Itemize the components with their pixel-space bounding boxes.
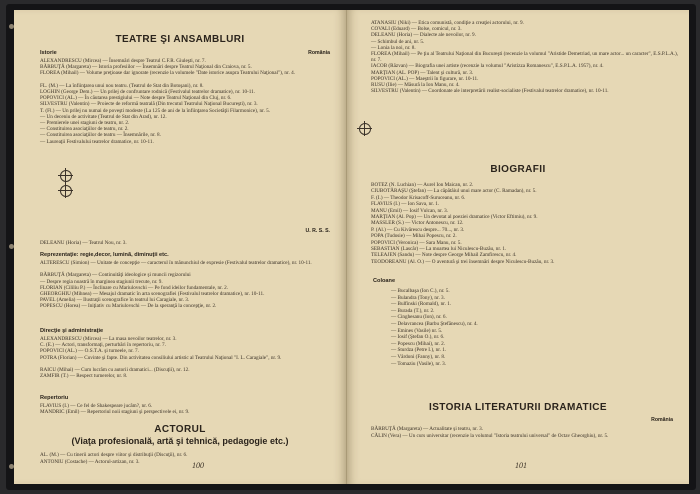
index-entry: POTRA (Florian) — Cuvinte şi fapte. Din activitatea consiliului artistic al Teatrului Naţional "I. L. Caragiale", nr. 9. bbox=[40, 354, 282, 361]
index-entry: — Popescu (Mihai), nr. 2. bbox=[391, 340, 446, 347]
subsection-label-reprezentatie: Reprezentaţie: regie,decor, lumină, diminuţii etc. bbox=[40, 252, 169, 258]
index-entry: FLAVIUS (I.) — Ion Sava, nr. 1. bbox=[371, 201, 440, 208]
index-entry: BĂRBUŢĂ (Margareta) — Istoria profesiilor — Însemnări despre Teatrul Naţional din Craiova, nr. 5. bbox=[40, 64, 252, 71]
index-entry: P. (Al.) — Cu Kivărescu despre... 70..., nr. 3. bbox=[371, 226, 465, 233]
binding-hole bbox=[9, 244, 14, 249]
index-entry: TELEAJEN (Sandu) — Note despre George Mihail Zamfirescu, nr. 4. bbox=[371, 252, 517, 259]
index-entry: FLAVIUS (I.) — Ce fel de Shakespeare jucăm?, nr. 6. bbox=[40, 403, 153, 409]
page-number-right: 101 bbox=[515, 461, 527, 470]
index-entry: AL. (M.) — Cu tinerii actori despre viitor şi distribuţii (Discuţii), nr. 6. bbox=[40, 452, 188, 458]
index-entry: COVALI (Eduard) — Bolse, comicul, nr. 3. bbox=[371, 26, 462, 33]
index-entry: MANDRIC (Emil) — Repertoriul noii stagiuni şi perspectivele ei, nr. 9. bbox=[40, 409, 190, 416]
index-entry: PAVEL (Amelia) — Ilustraţii scenografice în teatrul lui Caragiale, nr. 3. bbox=[40, 297, 190, 304]
index-entry: BOTEZ (N. Luchian) — Aurel Ion Maican, nr. 2. bbox=[371, 182, 474, 188]
margin-cross-icon bbox=[60, 170, 72, 182]
index-entry: — Despre regia noastră în marginea stagiunii trecute, nr. 9. bbox=[40, 278, 163, 285]
index-entry: FLORIAN (Cililiu P.) — Înclinare cu Mariulovschi — Pe fond ideilor fundamentale, nr. 2. bbox=[40, 284, 229, 291]
section-subheading-actorul: (Viaţa profesională, artă şi tehnică, pedagogie etc.) bbox=[71, 436, 289, 446]
index-entry: — Un deceniu de activitate (Teatrul de Stat din Arad), nr. 12. bbox=[40, 113, 167, 120]
index-entry: — Sturdza (Petre I.), nr. 1. bbox=[391, 347, 447, 354]
index-entry: POPOVICI (AL.) — În căutarea prestigiului — Note despre Teatrul Naţional din Cluj, nr. 6. bbox=[40, 95, 232, 102]
index-entry: MASSLER (S.) — Victor Antonescu, nr. 12. bbox=[371, 220, 464, 227]
index-entry: LOGHIN (George Dem.) — Un prilej de confruntare rodnică (Festivalul teatrelor dramatice), nr. 10-11. bbox=[40, 89, 256, 95]
country-label-romania: România bbox=[308, 50, 330, 56]
index-entry: — Cinghesanu (Ion), nr. 6. bbox=[391, 314, 447, 321]
index-entry: GHEORGHIU (Mihnea) — Mesajul dramatic în arta scenografiei (Festivalul teatrelor dramatice), nr. 10-11. bbox=[40, 291, 265, 297]
index-entry: FLOREA (Mihail) — Volume preţioase dar ignorate (recenzie la volumele "Date istorice asupra Teatrului Naţional"), nr. 4. bbox=[40, 70, 295, 77]
margin-cross-icon bbox=[60, 185, 72, 197]
binding-hole bbox=[9, 464, 14, 469]
margin-cross-icon bbox=[359, 123, 371, 135]
index-entry: BĂRBUŢĂ (Margareta) — Actualitate şi teatru, nr. 3. bbox=[371, 426, 483, 432]
index-entry: — Constituirea asociaţiilor de teatru, nr. 2. bbox=[40, 126, 129, 133]
index-entry: ALEXANDRESCU (Mircea) — La masa nevoilor teatrelor, nr. 3. bbox=[40, 336, 177, 342]
index-entry: — Tomaziu (Vasile), nr. 3. bbox=[391, 360, 447, 367]
index-entry: MANU (Emil) — Iosif Vulcan, nr. 3. bbox=[371, 207, 448, 214]
index-entry: — Constituirea asociaţiilor de teatru — Însemnările, nr. 8. bbox=[40, 132, 161, 139]
section-heading-teatre: TEATRE ŞI ANSAMBLURI bbox=[115, 34, 245, 45]
binding-hole bbox=[9, 24, 14, 29]
subsection-label-repertoriu: Repertoriu bbox=[40, 395, 69, 401]
index-entry: — Delavrancea (Barbu Ştefănescu), nr. 4. bbox=[391, 321, 478, 327]
left-page bbox=[14, 10, 347, 484]
right-page bbox=[347, 10, 689, 484]
index-entry: ZAMFIR (T.) — Respect turnerelor, nr. 8. bbox=[40, 373, 128, 380]
subsection-label-coloane: Coloane bbox=[373, 278, 396, 284]
section-heading-istoria: ISTORIA LITERATURII DRAMATICE bbox=[429, 402, 607, 413]
index-entry: RAICU (Mihai) — Cum lucrăm cu autorii dramatici... (Discuţii), nr. 12. bbox=[40, 367, 190, 373]
index-entry: C. (E.) — Actori, transformaţi, perturbări în repertoriu, nr. 7. bbox=[40, 342, 166, 349]
index-entry: T. (Fl.) — Un prilej nu numai de poveşti modeste (La 125 de ani de la înfiinţarea Societăţii Filarmonice), nr. 5. bbox=[40, 107, 270, 114]
book-spread bbox=[6, 4, 696, 490]
index-entry: IACOB (Răzvan) — Biografia unei artiste (recenzie la volumul "Aristizza Romanescu", E.S.P.L.A. 1957), nr. 4. bbox=[371, 63, 604, 70]
index-entry: POPOVICI (Veronica) — Sara Manu, nr. 5. bbox=[371, 239, 462, 246]
index-entry: POPA (Tudosie) — Mihai Popescu, nr. 2. bbox=[371, 233, 457, 240]
section-heading-biografii: BIOGRAFII bbox=[490, 164, 546, 175]
index-entry: MARŢIAN (Al. Pop) — Un devotat al poeziei dramatice (Victor Eftimiu), nr. 9. bbox=[371, 214, 538, 220]
index-entry: DELEANU (Horia) — Teatrul Nou, nr. 3. bbox=[40, 240, 127, 246]
index-entry: — Burada (T.), nr. 2. bbox=[391, 307, 435, 314]
index-entry: ALTERESCU (Simion) — Unitate de concepţie — caracterul în mănunchiul de expresie (Festivalul teatrelor dramatice), nr. 10-11. bbox=[40, 260, 312, 266]
index-entry: — Lonia la noi, nr. 8. bbox=[371, 44, 416, 51]
index-entry: — Premierele unei stagiuni de teatru, nr. 2. bbox=[40, 120, 130, 126]
index-entry: — Schimbul de ani, nr. 5. bbox=[371, 38, 425, 45]
subsection-label-directie: Direcţie şi administraţie bbox=[40, 328, 104, 334]
subsection-label-istorie: Istorie bbox=[40, 50, 57, 56]
page-number-left: 100 bbox=[192, 461, 204, 470]
index-entry: TEODOREANU (Al. O.) — O aventură şi trei însemnări despre Niculescu-Buzău, nr. 3. bbox=[371, 258, 555, 265]
country-label-urss: U. R. S. S. bbox=[305, 228, 330, 234]
section-heading-actorul: ACTORUL bbox=[154, 424, 206, 435]
index-entry: FLOREA (Mihail) — Pe ţiu al Teatrului Naţional din Bucureşti (recenzie la volumul "Aristide Demetriad, un mare actor... un caracter", E.S.P.L.A.), nr. 7. bbox=[371, 51, 679, 64]
index-entry: SILVESTRU (Valentin) — Proiecte de reformă teatrală (Din trecutul Teatrului Naţional Bucureşti), nr. 3. bbox=[40, 101, 258, 108]
index-entry: — Bucalbaşa (Ion C.), nr. 5. bbox=[391, 288, 450, 294]
index-entry: SEBASTIAN (Lascăr) — La moartea lui Niculescu-Buzău, nr. 1. bbox=[371, 246, 507, 252]
index-entry: — Emines (Vasile) nr. 5. bbox=[391, 327, 443, 334]
index-entry: MARŢIAN (AL. POP) — Talent şi cultură, nr. 3. bbox=[371, 69, 474, 76]
index-entry: ATANASIU (Niki) — Etica comunistă, condiţie a creaţiei actorului, nr. 9. bbox=[371, 20, 524, 26]
index-entry: SILVESTRU (Valentin) — Coordonate ale interpretării realist-socialiste (Festivalul teatrelor dramatice), nr. 10-11. bbox=[371, 88, 609, 95]
country-label-romania-2: România bbox=[651, 417, 673, 423]
index-entry: — Vârdoni (Fanny), nr. 8. bbox=[391, 354, 446, 360]
index-entry: — Laureaţii Festivalului teatrelor dramatice, nr. 10-11. bbox=[40, 138, 154, 145]
index-entry: — Iosif (Ştefan O.), nr. 6. bbox=[391, 334, 445, 341]
index-entry: CĂLIN (Vera) — Un curs universitar (recenzie la volumul "Istoria teatrului universal" de Octav Gheorghiu), nr. 5. bbox=[371, 432, 609, 439]
index-entry: — Bulfinski (Romald), nr. 1. bbox=[391, 301, 452, 308]
index-entry: F. (I.) — Theodor Krisacoff-Suruceanu, nr. 6. bbox=[371, 194, 466, 201]
index-entry: POPOVICI (AL.) — Maeştrii în figurare, nr. 10-11. bbox=[371, 75, 479, 82]
index-entry: ANTONIU (Costache) — Actorul-artizan, nr. 3. bbox=[40, 458, 140, 465]
index-entry: BĂRBUŢĂ (Margareta) — Continuităţi ideologice şi muncii regizorului bbox=[40, 272, 191, 279]
index-entry: RUSU (Ilie) — Măsură la Ion Manu, nr. 4. bbox=[371, 82, 460, 88]
index-entry: ALEXANDRESCU (Mircea) — Însemnări despre Teatrul C.F.R. Giuleşti, nr. 7. bbox=[40, 58, 206, 64]
index-entry: POPOVICI (AL.) — O.S.T.A. şi turneele, nr. 7. bbox=[40, 348, 139, 355]
index-entry: CIUBOTĂRAŞU (Ştefan) — La căpătâiul unui mare actor (C. Ramadan), nr. 5. bbox=[371, 188, 537, 195]
index-entry: DELEANU (Horia) — Dialecte ale nevoilor, nr. 9. bbox=[371, 32, 476, 39]
index-entry: — Bulandra (Tony), nr. 3. bbox=[391, 294, 445, 301]
index-entry: POPESCU (Horea) — Iniţiativ cu Mariulovschi — De la speranţă la concepţie, nr. 2. bbox=[40, 303, 217, 310]
index-entry: FL. (M.) — La înfiinţarea unui nou teatru. (Teatrul de Stat din Botoşani), nr. 8. bbox=[40, 82, 204, 89]
